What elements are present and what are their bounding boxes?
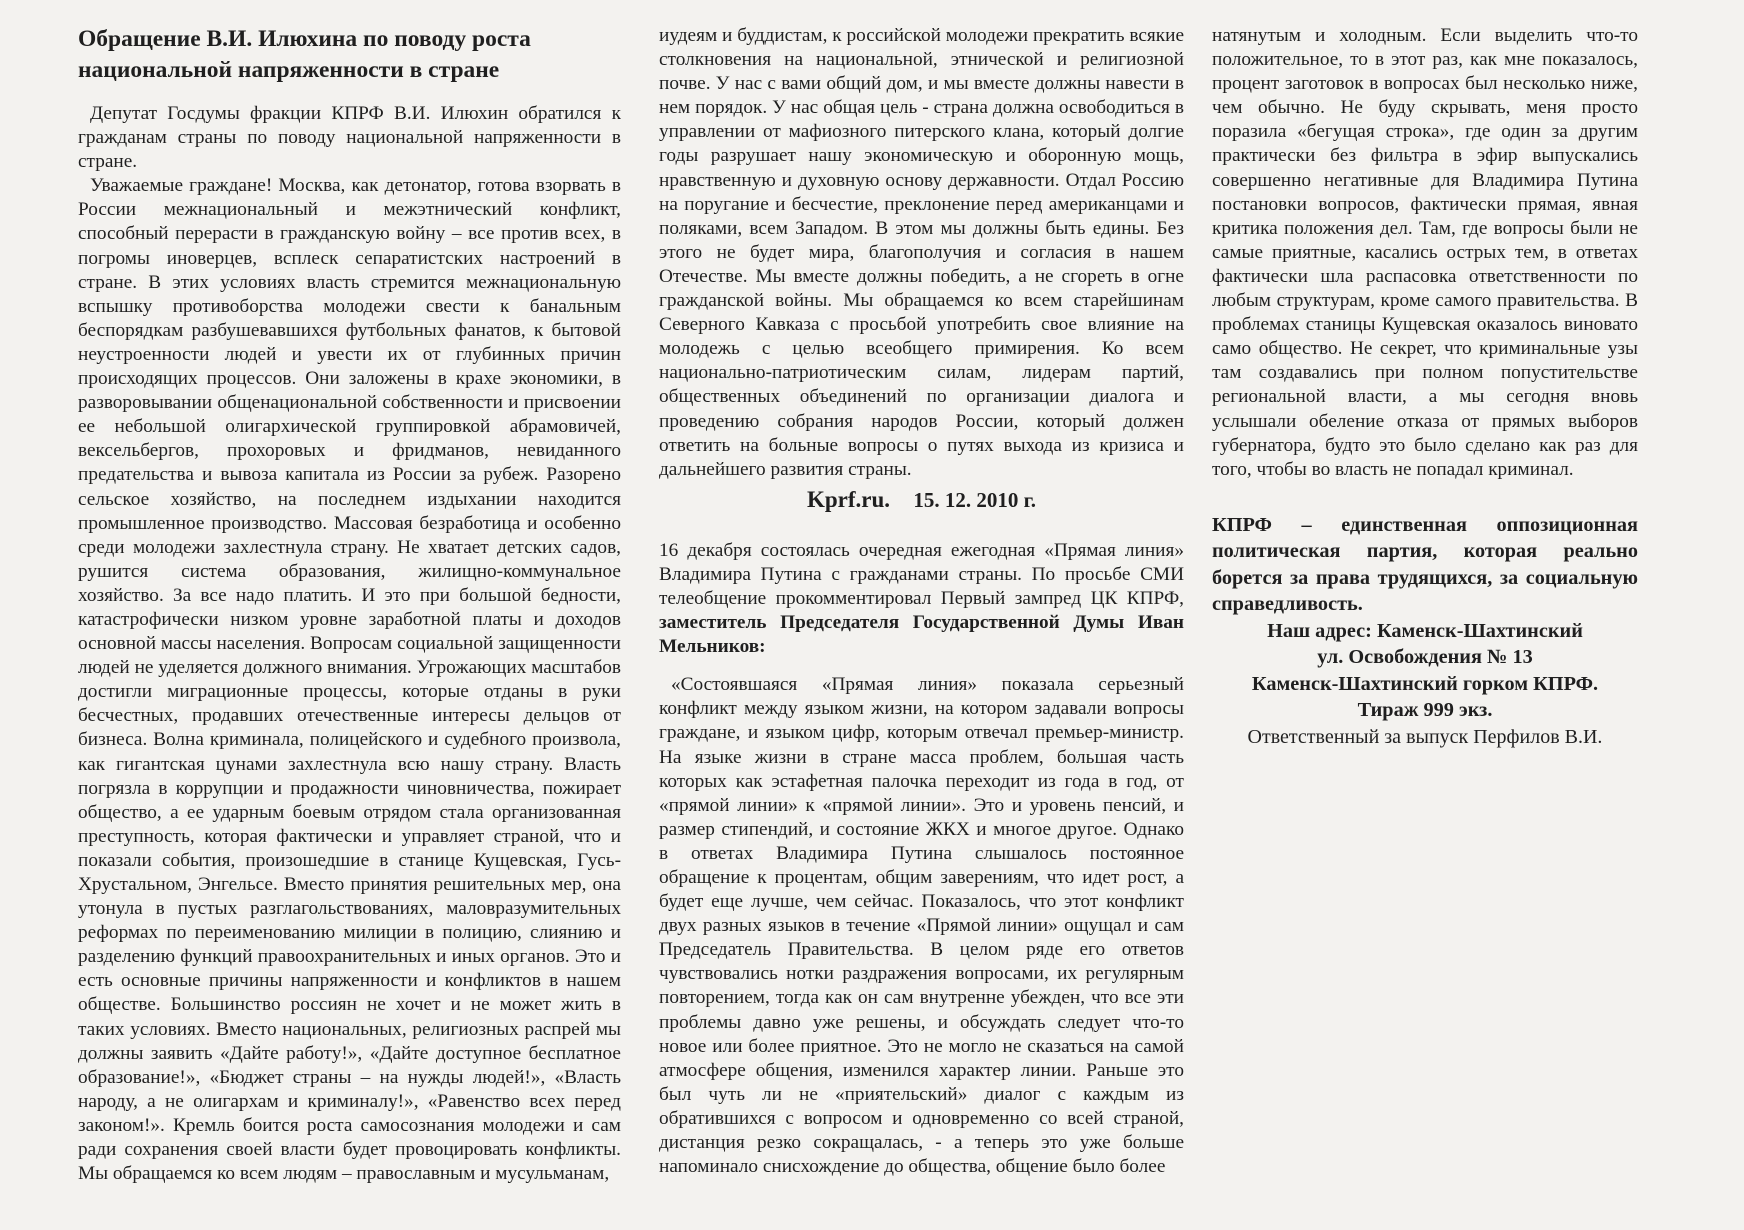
party-slogan: КПРФ – единственная оппозиционная политическая партия, которая реально борется за права трудящихся, за социальную справедливость. bbox=[1212, 513, 1638, 616]
commentary-intro bbox=[659, 539, 1184, 659]
responsible-editor: Ответственный за выпуск Перфилов В.И. bbox=[1247, 725, 1603, 748]
article-signature bbox=[659, 487, 1184, 513]
commentary-body-part-1: «Состоявшаяся «Прямая линия» показала серьезный конфликт между языком жизни, на котором задавали вопросы граждане, и языком цифр, которым отвечал премьер-министр. На языке жизни в стране масса проблем, большая часть которых как эстафетная палочка переходит из года в год, от «прямой линии» к «прямой линии». Это и уровень пенсий, и размер стипендий, и состояние ЖКХ и многое другое. Однако в ответах Владимира Путина слышалось постоянное обращение к процентам, общим заверениям, что идет рост, а будет еще лучше, чем сейчас. Показалось, что этот конфликт двух разных языков в течение «Прямой линии» ощущал и сам Председатель Правительства. В целом ряде его ответов чувствовались нотки раздражения вопросами, их регулярным повторением, тогда как он сам внутренне убежден, что все эти проблемы давно уже решены, и обсуждать следует что-то новое или более приятное. Это не могло не сказаться на самой атмосфере общения, изменился характер линии. Раньше это был чуть ли не «приятельский» диалог с каждым из обратившихся с вопросом и одновременно со всей страной, дистанция резко сокращалась, - а теперь это уже больше напоминало снисхождение до общества, общение было более bbox=[659, 674, 1184, 1178]
source-site: Kprf.ru. bbox=[807, 486, 891, 512]
commentary-body-part-2: натянутым и холодным. Если выделить что-то положительное, то в этот раз, как мне показалось, процент заготовок в вопросах был несколько ниже, чем обычно. Не буду скрывать, меня просто поразила «бегущая строка», где один за другим практически без фильтра в эфир выпускались совершенно негативные для Владимира Путина постановки вопросов, фактически прямая, явная критика положения дел. Там, где вопросы были не самые приятные, касались острых тем, в ответах фактически шла распасовка ответственности по любым структурам, кроме самого правительства. В проблемах станицы Кущевская оказалось виновато само общество. Не секрет, что криминальные узы там создавались при полном попустительстве региональной власти, а мы сегодня вновь услышали обеление отказа от прямых выборов губернатора, будто это было сделано как раз для того, чтобы во власть не попадал криминал. bbox=[1212, 25, 1638, 480]
party-info-block bbox=[1212, 512, 1638, 724]
article-body-part-1: Уважаемые граждане! Москва, как детонатор, готова взорвать в России межнациональный и межэтнический конфликт, способный перерасти в гражданскую войну – все против всех, в погромы иноверцев, всплеск сепаратистских настроений в стране. В этих условиях власть стремится межнациональную вспышку противоборства молодежи свести к банальным беспорядкам разбушевавшихся футбольных фанатов, к бытовой неустроенности людей и увести их от глубинных причин происходящих процессов. Они заложены в крахе экономики, в разворовывании общенациональной собственности и присвоении ее небольшой олигархической группировкой абрамовичей, вексельбергов, прохоровых и фридманов, невиданного предательства и вывоза капитала из России за рубеж. Разорено сельское хозяйство, на последнем издыхании находится промышленное производство. Массовая безработица и особенно среди молодежи захлестнула страну. Не хватает детских садов, рушится система образования, жилищно-коммунальное хозяйство. За все надо платить. И это при большой бедности, катастрофически низком уровне заработной платы и доходов основной массы населения. Вопросам социальной защищенности людей не уделяется должного внимания. Угрожающих масштабов достигли миграционные процессы, которые отданы в руки бесчестных, продавших отечественные интересы дельцов от бизнеса. Волна криминала, полицейского и судебного произвола, как гигантская цунами захлестнула всю нашу страну. Власть погрязла в коррупции и продажности чиновничества, пожирает общество, а ее ударным боевым отрядом стала организованная преступность, которая фактически и управляет страной, что и показали события, произошедшие в станице Кущевская, Гусь-Хрустальном, Энгельсе. Вместо принятия решительных мер, она утонула в пустых разглагольствованиях, маловразумительных реформах по переименованию милиции в полицию, слиянию и разделению функций правоохранительных и иных органов. Это и есть основные причины напряженности и конфликтов в нашем обществе. Большинство россиян не хочет и не может жить в таких условиях. Вместо национальных, религиозных распрей мы должны заявить «Дайте работу!», «Дайте доступное бесплатное образование!», «Бюджет страны – на нужды людей!», «Власть народу, а не олигархам и криминалу!», «Равенство всех перед законом!». Кремль боится роста самосознания молодежи и сам ради сохранения своей власти будет провоцировать конфликты. Мы обращаемся ко всем людям – православным и мусульманам, bbox=[78, 175, 621, 1185]
organization-name: Каменск-Шахтинский горком КПРФ. bbox=[1251, 672, 1599, 695]
address-line-1: Наш адрес: Каменск-Шахтинский bbox=[1267, 619, 1583, 642]
article-title: Обращение В.И. Илюхина по поводу роста национальной напряженности в стране bbox=[78, 26, 531, 83]
column-1 bbox=[78, 24, 621, 1186]
article-lead: Депутат Госдумы фракции КПРФ В.И. Илюхин обратился к гражданам страны по поводу национальной напряженности в стране. bbox=[78, 103, 621, 173]
commentary-intro-text: 16 декабря состоялась очередная ежегодная «Прямая линия» Владимира Путина с гражданами страны. По просьбе СМИ телеобщение прокомментировал Первый зампред ЦК КПРФ, bbox=[659, 539, 1184, 609]
article-body-part-2: иудеям и буддистам, к российской молодежи прекратить всякие столкновения на национальной, этнической и религиозной почве. У нас с вами общий дом, и мы вместе должны навести в нем порядок. У нас общая цель - страна должна освободиться в управлении от мафиозного питерского клана, который долгие годы разрушает нашу экономическую и оборонную мощь, нравственную и духовную основу державности. Отдал Россию на поругание и бесчестие, преклонение перед американцами и поляками, всем Западом. В этом мы должны быть едины. Без этого не будет мира, благополучия и согласия в нашем Отечестве. Мы вместе должны победить, а не сгореть в огне гражданской войны. Мы обращаемся ко всем старейшинам Северного Кавказа с просьбой употребить свое влияние на молодежь с целью всеобщего примирения. Ко всем национально-патриотическим силам, лидерам партий, общественных объединений по организации диалога и проведению собрания народов России, который должен ответить на больные вопросы о путях выхода из кризиса и дальнейшего развития страны. bbox=[659, 25, 1184, 480]
address-line-2: ул. Освобождения № 13 bbox=[1317, 646, 1533, 669]
column-3 bbox=[1212, 24, 1638, 750]
commentary-author: заместитель Председателя Государственной Думы Иван Мельников: bbox=[659, 612, 1184, 658]
article-date: 15. 12. 2010 г. bbox=[913, 487, 1036, 512]
circulation: Тираж 999 экз. bbox=[1357, 699, 1493, 722]
column-2 bbox=[659, 24, 1184, 1179]
